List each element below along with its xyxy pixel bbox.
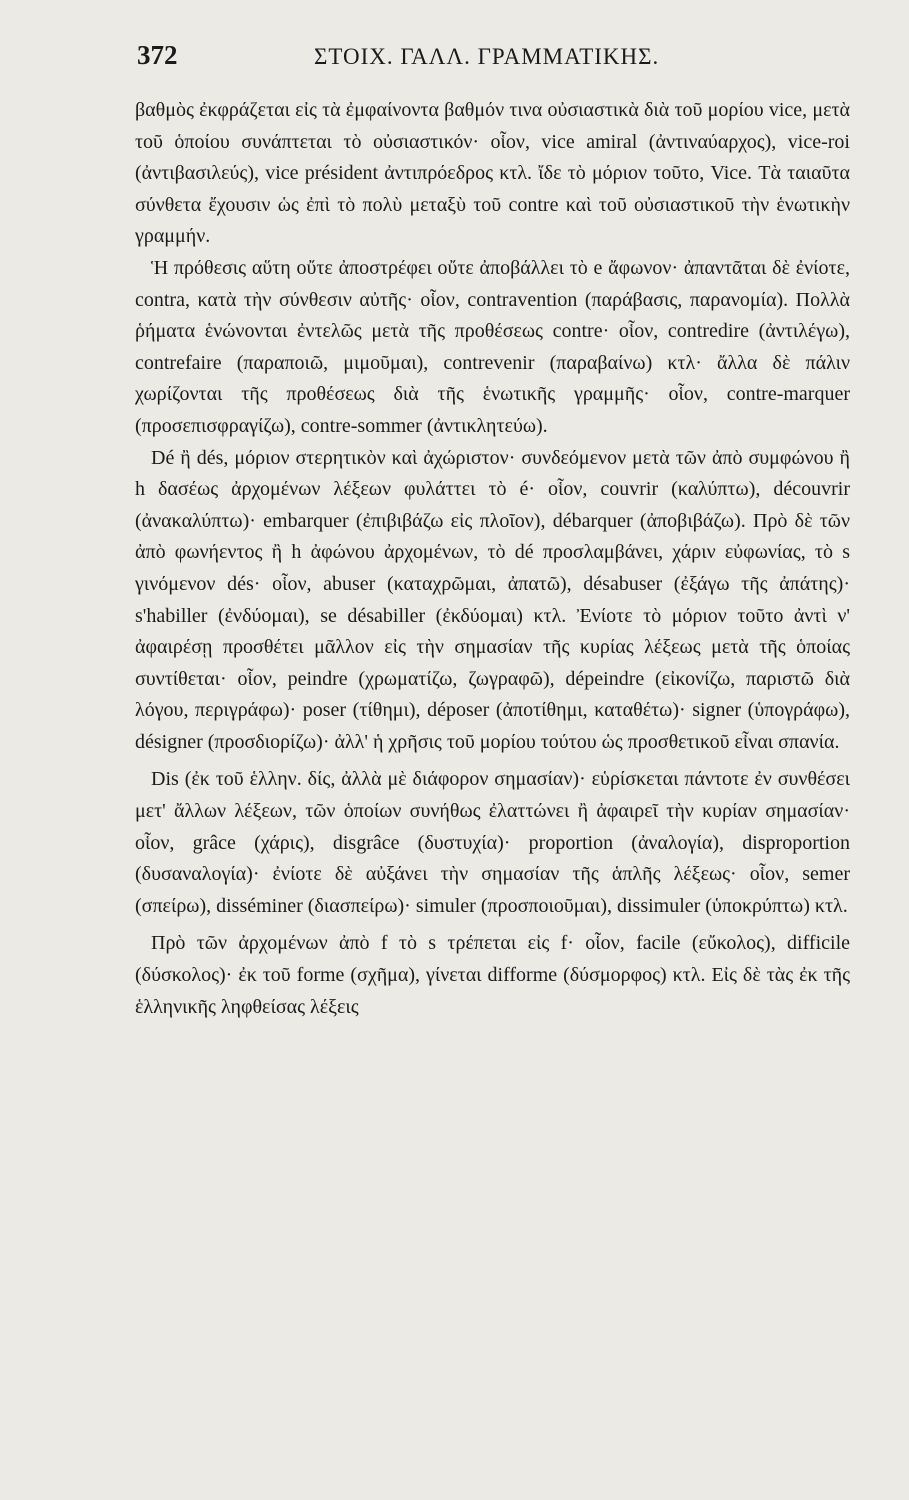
page-number: 372 (137, 40, 178, 70)
paragraph-de: Dé ἢ dés, μόριον στερητικὸν καὶ ἀχώριστον· συνδεόμενον μετὰ τῶν ἀπὸ συμφώνου ἢ h δασέως ἀρχομένων λέξεων φυλάττει τὸ é· οἷον, couvrir (καλύπτω), découvrir (ἀνακαλύπτω)· embarquer (ἐπιβιβάζω εἰς πλοῖον), débarquer (ἀποβιβάζω). Πρὸ δὲ τῶν ἀπὸ φωνήεντος ἢ h ἀφώνου ἀρχομένων, τὸ dé προσλαμβάνει, χάριν εὐφωνίας, τὸ s γινόμενον dés· οἷον, abuser (καταχρῶμαι, ἀπατῶ), désabuser (ἐξάγω τῆς ἀπάτης)· s'habiller (ἐνδύομαι), se désabiller (ἐκδύομαι) κτλ. Ἐνίοτε τὸ μόριον τοῦτο ἀντὶ ν' ἀφαιρέσῃ προσθέτει μᾶλλον εἰς τὴν σημασίαν τῆς κυρίας λέξεως μετὰ τῆς ὁποίας συντίθεται· οἷον, peindre (χρωματίζω, ζωγραφῶ), dépeindre (εἰκονίζω, παριστῶ διὰ λόγου, περιγράφω)· poser (τίθημι), déposer (ἀποτίθημι, καταθέτω)· signer (ὑπογράφω), désigner (προσδιορίζω)· ἀλλ' ἡ χρῆσις τοῦ μορίου τούτου ὡς προσθετικοῦ εἶναι σπανία. (135, 446, 850, 753)
paragraph-vice: βαθμὸς ἐκφράζεται εἰς τὰ ἐμφαίνοντα βαθμόν τινα οὐσιαστικὰ διὰ τοῦ μορίου vice, μετὰ τοῦ ὁποίου συνάπτεται τὸ οὐσιαστικόν· οἷον, vice amiral (ἀντιναύαρχος), vice-roi (ἀντιβασιλεύς), vice président ἀντιπρόεδρος κτλ. ἴδε τὸ μόριον τοῦτο, Vice. Τὰ ταιαῦτα σύνθετα ἔχουσιν ὡς ἐπὶ τὸ πολὺ μεταξὺ τοῦ contre καὶ τοῦ οὐσιαστικοῦ τὴν ἑνωτικὴν γραμμήν. (135, 99, 850, 248)
paragraph-dis-f: Πρὸ τῶν ἀρχομένων ἀπὸ f τὸ s τρέπεται εἰς f· οἷον, facile (εὔκολος), difficile (δύσκολος)· ἐκ τοῦ forme (σχῆμα), γίνεται difforme (δύσμορφος) κτλ. Εἰς δὲ τὰς ἐκ τῆς ἑλληνικῆς ληφθείσας λέξεις (135, 932, 850, 1018)
paragraph-contre: Ἡ πρόθεσις αὕτη οὔτε ἀποστρέφει οὔτε ἀποβάλλει τὸ e ἄφωνον· ἀπαντᾶται δὲ ἐνίοτε, contra, κατὰ τὴν σύνθεσιν αὐτῆς· οἷον, contravention (παράβασις, παρανομία). Πολλὰ ῥήματα ἑνώνονται ἐντελῶς μετὰ τῆς προθέσεως contre· οἷον, contredire (ἀντιλέγω), contrefaire (παραποιῶ, μιμοῦμαι), contrevenir (παραβαίνω) κτλ· ἄλλα δὲ πάλιν χωρίζονται τῆς προθέσεως διὰ τῆς ἑνωτικῆς γραμμῆς· οἷον, contre-marquer (προσεπισφραγίζω), contre-sommer (ἀντικλητεύω). (135, 256, 850, 437)
page-header (132, 38, 862, 78)
running-title: ΣΤΟΙΧ. ΓΑΛΛ. ΓΡΑΜΜΑΤΙΚΗΣ. (314, 44, 660, 69)
body-text (135, 95, 850, 1023)
paragraph-dis: Dis (ἐκ τοῦ ἑλλην. δίς, ἀλλὰ μὲ διάφορον σημασίαν)· εὑρίσκεται πάντοτε ἐν συνθέσει μετ' ἄλλων λέξεων, τῶν ὁποίων συνήθως ἐλαττώνει ἢ ἀφαιρεῖ τὴν κυρίαν σημασίαν· οἷον, grâce (χάρις), disgrâce (δυστυχία)· proportion (ἀναλογία), disproportion (δυσαναλογία)· ἐνίοτε δὲ αὐξάνει τὴν σημασίαν τῆς ἁπλῆς λέξεως· οἷον, semer (σπείρω), disséminer (διασπείρω)· simuler (προσποιοῦμαι), dissimuler (ὑποκρύπτω) κτλ. (135, 768, 850, 917)
